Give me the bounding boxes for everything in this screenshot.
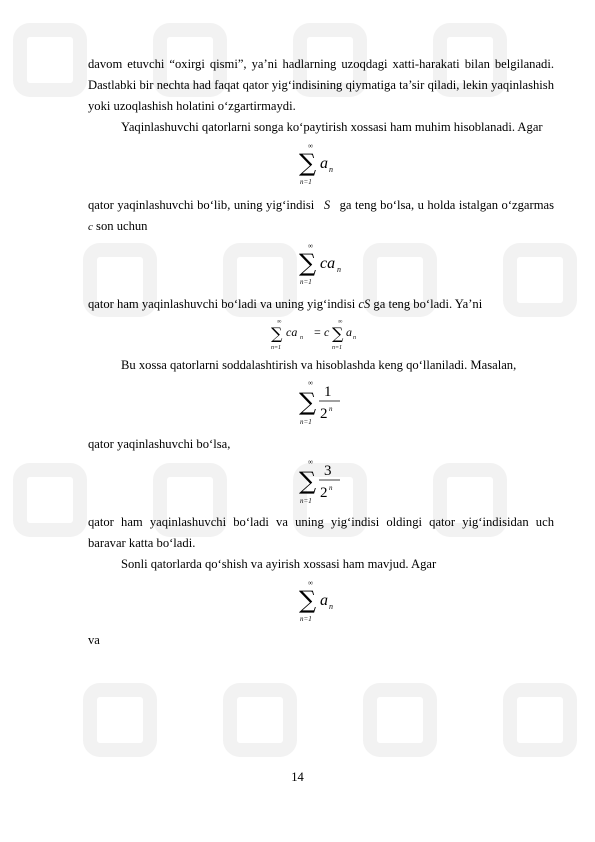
formula-numerator: 1 [324,384,332,400]
formula-term-sub: n [329,165,333,174]
paragraph-6: qator yaqinlashuvchi bo‘lsa, [88,437,231,451]
formula-left-lower-limit: n=1 [271,345,282,351]
formula-const-c: c [324,325,330,339]
paragraph-4-text-b: ga teng bo‘ladi. Ya’ni [373,297,483,311]
paragraph-5: Bu xossa qatorlarni soddalashtirish va hisoblashda keng qo‘llaniladi. Masalan, [121,358,517,372]
formula-sigma: ∑ [299,149,317,177]
formula-term-a: a [320,155,328,172]
formula-sum-a-n-2 [88,575,554,630]
formula-upper-limit: ∞ [308,579,313,587]
formula-sigma: ∑ [299,467,317,495]
paragraph-1: davom etuvchi “oxirgi qismi”, ya’ni hadlarning uzoqdagi xatti-harakati bilan belgilanadi. Dastlabki bir nechta had faqat qator yig‘indisining qiymatiga ta’sir qiladi, lekin yaqinlashish yoki uzoqlashish holatini o‘zgartirmaydi. [88,57,554,113]
formula-denominator-exp: n [329,405,333,413]
formula-numerator: 3 [324,463,332,479]
formula-denominator-exp: n [329,484,333,492]
formula-right-sigma: ∑ [332,324,344,343]
formula-term-sub: n [329,602,333,611]
formula-sum-a-n [88,138,554,195]
formula-sum-equality [88,315,554,355]
formula-left-sub: n [300,335,303,341]
formula-sum-ca-n [88,238,554,294]
formula-lower-limit: n=1 [300,418,312,426]
formula-sum-three-over-2n [88,455,554,512]
paragraph-9: va [88,633,100,647]
formula-denominator-base: 2 [320,485,328,501]
formula-upper-limit: ∞ [308,458,313,466]
paragraph-3 [88,195,554,238]
formula-term-ca: ca [320,255,336,272]
formula-right-sub: n [353,335,356,341]
formula-denominator-base: 2 [320,406,328,422]
symbol-c: c [88,221,93,233]
document-page [88,46,554,651]
formula-term-a: a [320,592,328,609]
symbol-cS: cS [358,297,371,311]
paragraph-2: Yaqinlashuvchi qatorlarni songa ko‘paytirish xossasi ham muhim hisoblanadi. Agar [121,120,543,134]
formula-sigma: ∑ [299,586,317,614]
formula-sigma: ∑ [299,249,317,277]
formula-left-upper-limit: ∞ [277,319,282,325]
paragraph-7: qator ham yaqinlashuvchi bo‘ladi va uning yig‘indisi oldingi qator yig‘indisidan uch baravar katta bo‘ladi. [88,515,554,550]
formula-lower-limit: n=1 [300,497,312,505]
formula-lower-limit: n=1 [300,278,312,286]
formula-term-sub: n [337,265,341,274]
formula-sum-one-over-2n [88,376,554,434]
formula-right-upper-limit: ∞ [338,319,343,325]
formula-left-sigma: ∑ [271,324,283,343]
page-number: 14 [291,770,304,784]
paragraph-3-text-b: ga teng bo‘lsa, u holda istalgan o‘zgarmas [339,198,554,212]
formula-right-term: a [346,325,352,339]
formula-upper-limit: ∞ [308,242,313,250]
formula-sigma: ∑ [299,388,317,416]
formula-left-term: ca [286,325,298,339]
paragraph-3-text-c: son uchun [96,219,148,233]
paragraph-4-text-a: qator ham yaqinlashuvchi bo‘ladi va uning yig‘indisi [88,297,356,311]
formula-lower-limit: n=1 [300,178,312,186]
paragraph-3-text-a: qator yaqinlashuvchi bo‘lib, uning yig‘indisi [88,198,315,212]
formula-equals: = [314,325,321,339]
formula-upper-limit: ∞ [308,379,313,387]
symbol-S: S [323,198,331,212]
formula-lower-limit: n=1 [300,615,312,623]
paragraph-4 [88,294,554,315]
paragraph-8: Sonli qatorlarda qo‘shish va ayirish xossasi ham mavjud. Agar [121,557,437,571]
formula-right-lower-limit: n=1 [332,345,343,351]
formula-upper-limit: ∞ [308,142,313,150]
